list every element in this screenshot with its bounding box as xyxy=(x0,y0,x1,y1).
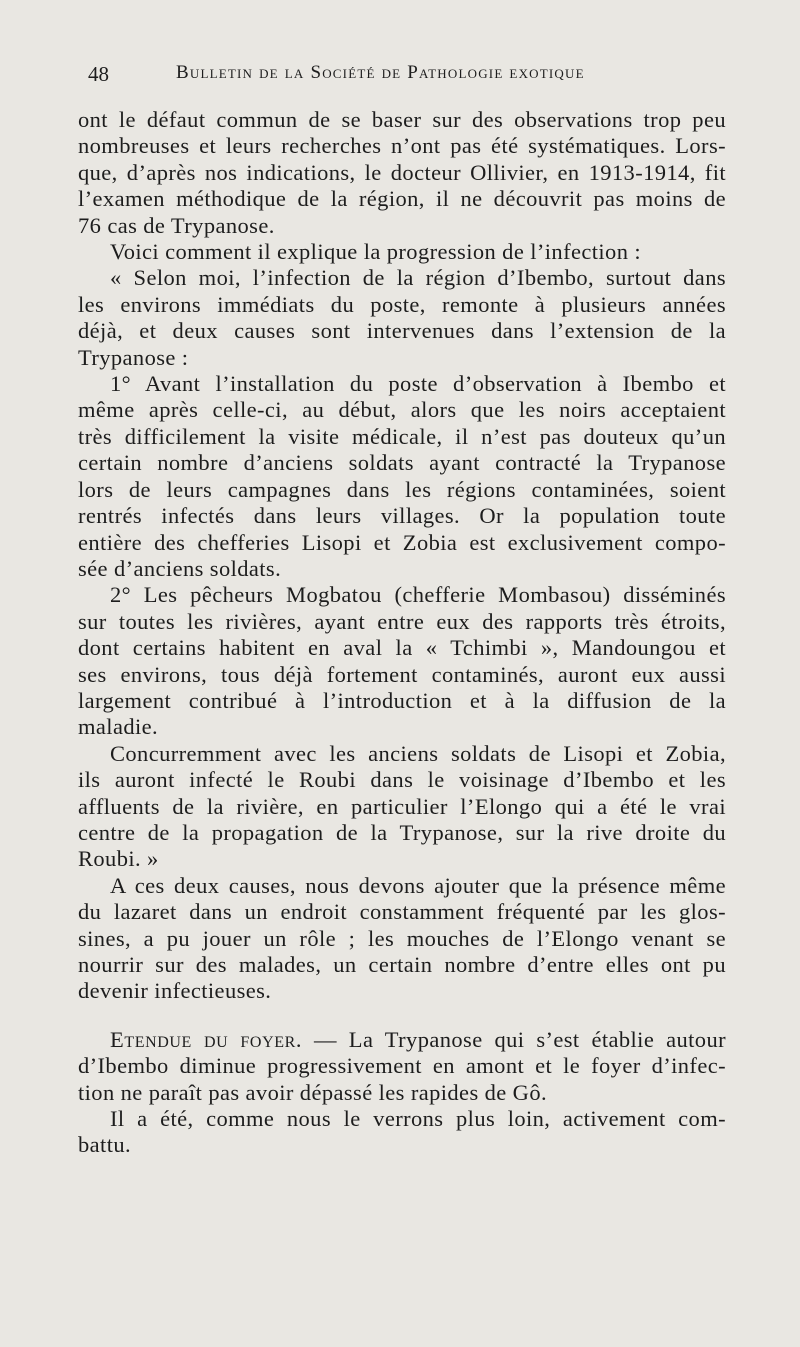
text-line: Il a été, comme nous le verrons plus loin, activement com- xyxy=(110,1106,726,1132)
text-line: affluents de la rivière, en particulier l’Elongo qui a été le vrai xyxy=(78,793,726,819)
text-line: déjà, et deux causes sont intervenues dans l’extension de la xyxy=(78,318,726,344)
text-line: entière des chefferies Lisopi et Zobia est exclusivement compo- xyxy=(78,529,726,555)
running-title: Bulletin de la Société de Pathologie exotique xyxy=(176,62,585,83)
section-heading: Etendue du foyer. xyxy=(110,1026,303,1052)
text-line: certain nombre d’anciens soldats ayant contracté la Trypanose xyxy=(78,450,726,476)
text-line: dont certains habitent en aval la « Tchimbi », Mandoungou et xyxy=(78,635,726,661)
section-heading-continuation: — La Trypanose qui s’est établie autour xyxy=(302,1026,726,1052)
text-line: Concurremment avec les anciens soldats de Lisopi et Zobia, xyxy=(110,740,726,766)
text-line: que, d’après nos indications, le docteur Ollivier, en 1913-1914, fit xyxy=(78,159,726,185)
text-line: largement contribué à l’introduction et à la diffusion de la xyxy=(78,687,726,713)
text-line: battu. xyxy=(78,1132,132,1158)
text-line: Voici comment il explique la progression de l’infection : xyxy=(110,239,642,265)
text-line xyxy=(78,1027,726,1053)
body-text xyxy=(78,107,726,1159)
text-line: très difficilement la visite médicale, il n’est pas douteux qu’un xyxy=(78,423,726,449)
text-line: du lazaret dans un endroit constamment fréquenté par les glos- xyxy=(78,899,726,925)
text-line: ses environs, tous déjà fortement contaminés, auront eux aussi xyxy=(78,661,726,687)
text-line: A ces deux causes, nous devons ajouter que la présence même xyxy=(110,872,726,898)
text-line: « Selon moi, l’infection de la région d’Ibembo, surtout dans xyxy=(110,265,726,291)
text-line: ont le défaut commun de se baser sur des observations trop peu xyxy=(78,107,726,132)
page-number: 48 xyxy=(88,62,109,86)
text-line: devenir infectieuses. xyxy=(78,978,272,1004)
text-line: d’Ibembo diminue progressivement en amont et le foyer d’infec- xyxy=(78,1053,726,1079)
text-line: rentrés infectés dans leurs villages. Or la population toute xyxy=(78,503,726,529)
text-line: centre de la propagation de la Trypanose, sur la rive droite du xyxy=(78,819,726,845)
text-line: sée d’anciens soldats. xyxy=(78,555,282,581)
text-line: 76 cas de Trypanose. xyxy=(78,212,275,238)
text-line: même après celle-ci, au début, alors que les noirs acceptaient xyxy=(78,397,726,423)
text-line: tion ne paraît pas avoir dépassé les rapides de Gô. xyxy=(78,1079,548,1105)
text-line: les environs immédiats du poste, remonte à plusieurs années xyxy=(78,291,726,317)
text-line: Trypanose : xyxy=(78,344,189,370)
text-line: 2° Les pêcheurs Mogbatou (chefferie Mombasou) disséminés xyxy=(110,582,726,608)
page-header xyxy=(88,62,648,92)
text-line: sines, a pu jouer un rôle ; les mouches de l’Elongo venant se xyxy=(78,925,726,951)
text-line: lors de leurs campagnes dans les régions contaminées, soient xyxy=(78,476,726,502)
text-line: ils auront infecté le Roubi dans le voisinage d’Ibembo et les xyxy=(78,767,726,793)
text-line: 1° Avant l’installation du poste d’observation à Ibembo et xyxy=(110,371,726,397)
text-line: nourrir sur des malades, un certain nombre d’entre elles ont pu xyxy=(78,952,726,977)
text-line: l’examen méthodique de la région, il ne découvrit pas moins de xyxy=(78,186,726,212)
text-line: sur toutes les rivières, ayant entre eux des rapports très étroits, xyxy=(78,608,726,634)
text-line: nombreuses et leurs recherches n’ont pas été systématiques. Lors- xyxy=(78,133,726,159)
text-line: maladie. xyxy=(78,714,159,740)
text-line: Roubi. » xyxy=(78,846,159,872)
